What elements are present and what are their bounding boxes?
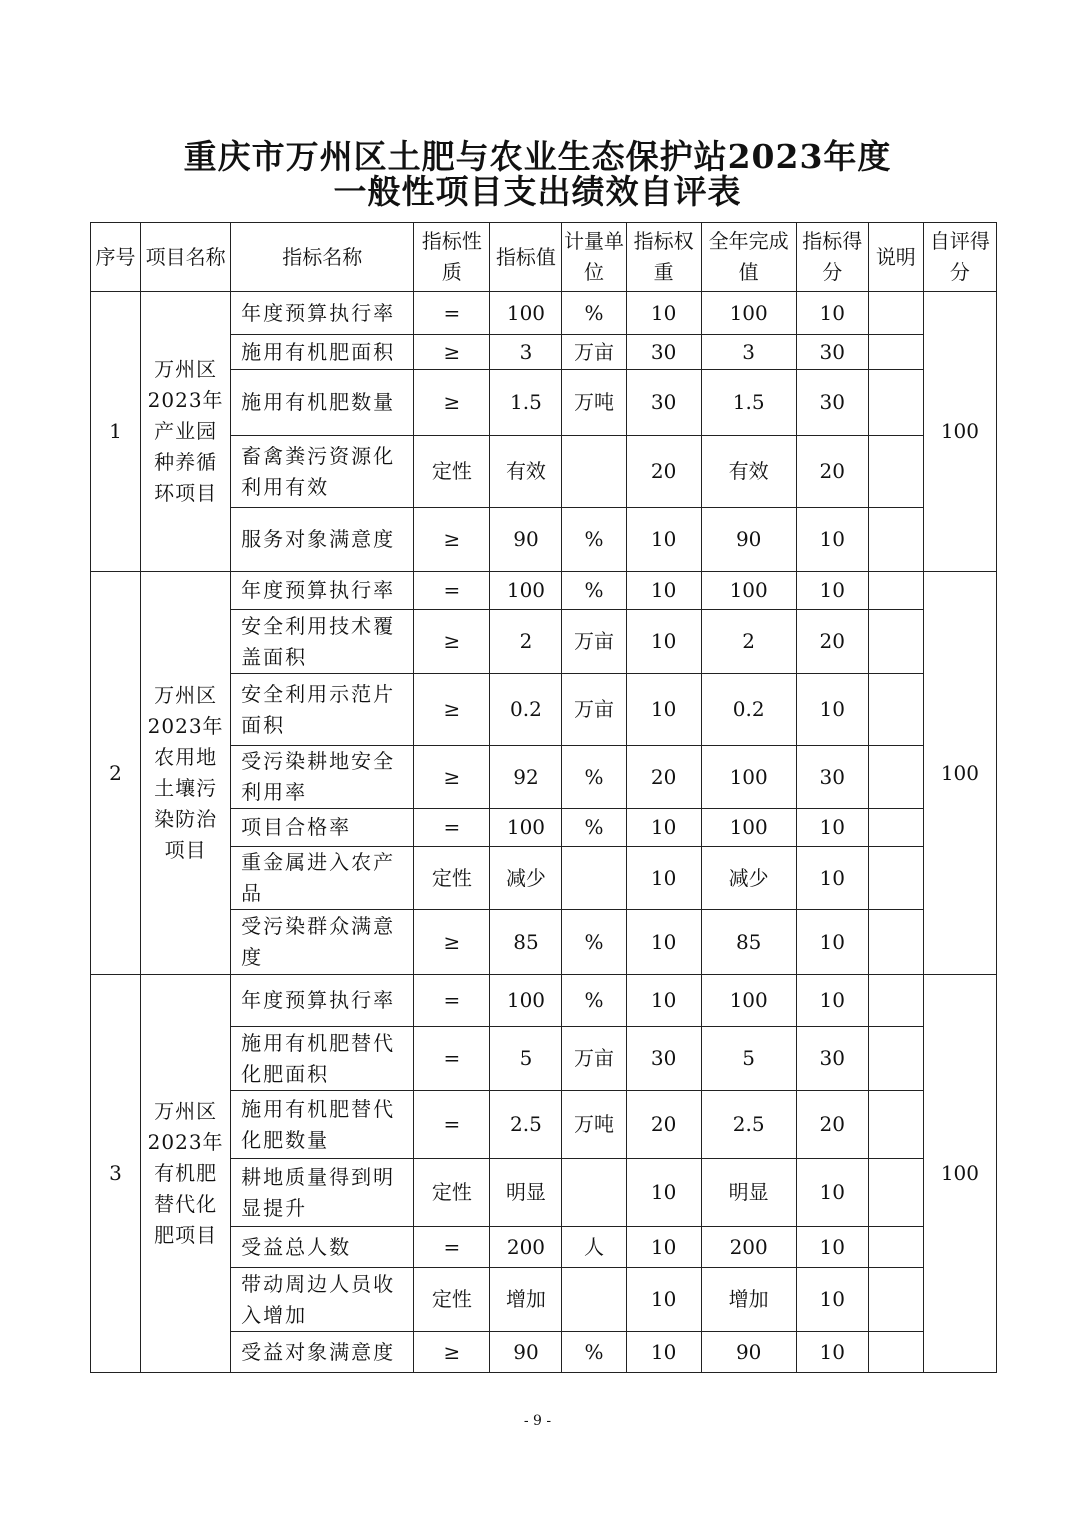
nature-cell: 定性 [414, 847, 490, 910]
note-cell [868, 335, 923, 370]
nature-cell: ≥ [414, 1332, 490, 1373]
completed-value-cell: 100 [701, 975, 796, 1027]
weight-cell: 10 [626, 508, 701, 572]
weight-cell: 10 [626, 910, 701, 975]
target-value-cell: 90 [490, 508, 562, 572]
nature-cell: = [414, 292, 490, 335]
project-name-cell: 万州区2023年有机肥替代化肥项目 [141, 975, 231, 1373]
completed-value-cell: 2.5 [701, 1091, 796, 1159]
indicator-name-cell: 受益对象满意度 [231, 1332, 414, 1373]
target-value-cell: 90 [490, 1332, 562, 1373]
completed-value-cell: 有效 [701, 436, 796, 508]
target-value-cell: 100 [490, 975, 562, 1027]
indicator-name-cell: 项目合格率 [231, 809, 414, 847]
page-number: - 9 - [523, 1413, 552, 1429]
target-value-cell: 3 [490, 335, 562, 370]
weight-cell: 10 [626, 1159, 701, 1227]
indicator-name-cell: 受污染群众满意度 [231, 910, 414, 975]
header-cell: 指标值 [490, 223, 562, 292]
note-cell [868, 370, 923, 436]
points-cell: 20 [796, 1091, 868, 1159]
unit-cell: % [562, 508, 626, 572]
weight-cell: 10 [626, 1332, 701, 1373]
weight-cell: 10 [626, 572, 701, 610]
weight-cell: 10 [626, 674, 701, 746]
weight-cell: 10 [626, 1268, 701, 1332]
points-cell: 30 [796, 1027, 868, 1091]
indicator-name-cell: 年度预算执行率 [231, 292, 414, 335]
note-cell [868, 1159, 923, 1227]
header-cell: 项目名称 [141, 223, 231, 292]
unit-cell: % [562, 809, 626, 847]
completed-value-cell: 100 [701, 572, 796, 610]
nature-cell: ≥ [414, 370, 490, 436]
indicator-name-cell: 畜禽粪污资源化利用有效 [231, 436, 414, 508]
note-cell [868, 910, 923, 975]
table-row [91, 975, 997, 1027]
completed-value-cell: 5 [701, 1027, 796, 1091]
target-value-cell: 减少 [490, 847, 562, 910]
nature-cell: ≥ [414, 746, 490, 809]
nature-cell: 定性 [414, 1159, 490, 1227]
unit-cell: % [562, 572, 626, 610]
nature-cell: = [414, 1227, 490, 1268]
nature-cell: ≥ [414, 610, 490, 674]
indicator-name-cell: 受污染耕地安全利用率 [231, 746, 414, 809]
target-value-cell: 1.5 [490, 370, 562, 436]
table-body [91, 292, 997, 1373]
completed-value-cell: 100 [701, 746, 796, 809]
unit-cell: 万亩 [562, 674, 626, 746]
points-cell: 30 [796, 335, 868, 370]
completed-value-cell: 减少 [701, 847, 796, 910]
unit-cell [562, 1159, 626, 1227]
note-cell [868, 292, 923, 335]
nature-cell: ≥ [414, 335, 490, 370]
points-cell: 20 [796, 610, 868, 674]
indicator-name-cell: 受益总人数 [231, 1227, 414, 1268]
completed-value-cell: 90 [701, 508, 796, 572]
nature-cell: = [414, 1091, 490, 1159]
table-row [91, 292, 997, 335]
note-cell [868, 674, 923, 746]
indicator-name-cell: 耕地质量得到明显提升 [231, 1159, 414, 1227]
completed-value-cell: 90 [701, 1332, 796, 1373]
note-cell [868, 809, 923, 847]
target-value-cell: 0.2 [490, 674, 562, 746]
completed-value-cell: 85 [701, 910, 796, 975]
target-value-cell: 100 [490, 572, 562, 610]
indicator-name-cell: 年度预算执行率 [231, 572, 414, 610]
points-cell: 10 [796, 674, 868, 746]
note-cell [868, 746, 923, 809]
note-cell [868, 436, 923, 508]
completed-value-cell: 100 [701, 809, 796, 847]
target-value-cell: 100 [490, 809, 562, 847]
weight-cell: 10 [626, 847, 701, 910]
unit-cell: 万吨 [562, 370, 626, 436]
target-value-cell: 200 [490, 1227, 562, 1268]
nature-cell: 定性 [414, 436, 490, 508]
points-cell: 10 [796, 1159, 868, 1227]
unit-cell: % [562, 746, 626, 809]
target-value-cell: 92 [490, 746, 562, 809]
indicator-name-cell: 带动周边人员收入增加 [231, 1268, 414, 1332]
header-cell: 指标名称 [231, 223, 414, 292]
header-cell: 指标得分 [796, 223, 868, 292]
unit-cell: 人 [562, 1227, 626, 1268]
target-value-cell: 2.5 [490, 1091, 562, 1159]
unit-cell [562, 847, 626, 910]
project-name-cell: 万州区2023年产业园种养循环项目 [141, 292, 231, 572]
header-cell: 自评得分 [923, 223, 996, 292]
weight-cell: 20 [626, 746, 701, 809]
points-cell: 10 [796, 1227, 868, 1268]
unit-cell: % [562, 292, 626, 335]
nature-cell: = [414, 975, 490, 1027]
completed-value-cell: 增加 [701, 1268, 796, 1332]
completed-value-cell: 2 [701, 610, 796, 674]
indicator-name-cell: 安全利用技术覆盖面积 [231, 610, 414, 674]
points-cell: 10 [796, 572, 868, 610]
note-cell [868, 847, 923, 910]
points-cell: 10 [796, 1332, 868, 1373]
header-cell: 指标权重 [626, 223, 701, 292]
target-value-cell: 2 [490, 610, 562, 674]
self-evaluation-score-cell: 100 [923, 975, 996, 1373]
indicator-name-cell: 施用有机肥面积 [231, 335, 414, 370]
indicator-name-cell: 服务对象满意度 [231, 508, 414, 572]
note-cell [868, 508, 923, 572]
target-value-cell: 明显 [490, 1159, 562, 1227]
header-row [91, 223, 997, 292]
completed-value-cell: 1.5 [701, 370, 796, 436]
completed-value-cell: 明显 [701, 1159, 796, 1227]
note-cell [868, 1091, 923, 1159]
self-evaluation-score-cell: 100 [923, 292, 996, 572]
page-title-line-2: 一般性项目支出绩效自评表 [333, 172, 742, 211]
note-cell [868, 572, 923, 610]
indicator-name-cell: 施用有机肥替代化肥面积 [231, 1027, 414, 1091]
completed-value-cell: 3 [701, 335, 796, 370]
nature-cell: ≥ [414, 508, 490, 572]
note-cell [868, 1268, 923, 1332]
unit-cell: 万亩 [562, 1027, 626, 1091]
indicator-name-cell: 重金属进入农产品 [231, 847, 414, 910]
page-title-line-1: 重庆市万州区土肥与农业生态保护站2023年度 [183, 137, 892, 176]
note-cell [868, 1227, 923, 1268]
indicator-name-cell: 年度预算执行率 [231, 975, 414, 1027]
points-cell: 10 [796, 292, 868, 335]
unit-cell: % [562, 1332, 626, 1373]
target-value-cell: 5 [490, 1027, 562, 1091]
nature-cell: = [414, 1027, 490, 1091]
weight-cell: 10 [626, 809, 701, 847]
header-cell: 指标性质 [414, 223, 490, 292]
note-cell [868, 1027, 923, 1091]
completed-value-cell: 200 [701, 1227, 796, 1268]
weight-cell: 30 [626, 335, 701, 370]
completed-value-cell: 0.2 [701, 674, 796, 746]
serial-number-cell: 1 [91, 292, 141, 572]
table-row [91, 572, 997, 610]
points-cell: 10 [796, 809, 868, 847]
target-value-cell: 增加 [490, 1268, 562, 1332]
weight-cell: 30 [626, 1027, 701, 1091]
indicator-name-cell: 安全利用示范片面积 [231, 674, 414, 746]
unit-cell: 万亩 [562, 610, 626, 674]
unit-cell: 万吨 [562, 1091, 626, 1159]
nature-cell: 定性 [414, 1268, 490, 1332]
indicator-name-cell: 施用有机肥数量 [231, 370, 414, 436]
performance-table [90, 222, 997, 1373]
unit-cell: 万亩 [562, 335, 626, 370]
weight-cell: 10 [626, 975, 701, 1027]
points-cell: 10 [796, 1268, 868, 1332]
weight-cell: 20 [626, 1091, 701, 1159]
header-cell: 序号 [91, 223, 141, 292]
target-value-cell: 100 [490, 292, 562, 335]
project-name-cell: 万州区2023年农用地土壤污染防治项目 [141, 572, 231, 975]
header-cell: 计量单位 [562, 223, 626, 292]
header-cell: 全年完成值 [701, 223, 796, 292]
note-cell [868, 975, 923, 1027]
unit-cell [562, 436, 626, 508]
note-cell [868, 610, 923, 674]
points-cell: 10 [796, 508, 868, 572]
weight-cell: 10 [626, 292, 701, 335]
weight-cell: 20 [626, 436, 701, 508]
indicator-name-cell: 施用有机肥替代化肥数量 [231, 1091, 414, 1159]
weight-cell: 10 [626, 610, 701, 674]
weight-cell: 10 [626, 1227, 701, 1268]
points-cell: 20 [796, 436, 868, 508]
header-cell: 说明 [868, 223, 923, 292]
nature-cell: ≥ [414, 910, 490, 975]
nature-cell: = [414, 572, 490, 610]
serial-number-cell: 3 [91, 975, 141, 1373]
unit-cell: % [562, 975, 626, 1027]
target-value-cell: 有效 [490, 436, 562, 508]
points-cell: 10 [796, 847, 868, 910]
points-cell: 10 [796, 910, 868, 975]
completed-value-cell: 100 [701, 292, 796, 335]
unit-cell: % [562, 910, 626, 975]
points-cell: 30 [796, 370, 868, 436]
weight-cell: 30 [626, 370, 701, 436]
self-evaluation-score-cell: 100 [923, 572, 996, 975]
serial-number-cell: 2 [91, 572, 141, 975]
nature-cell: = [414, 809, 490, 847]
unit-cell [562, 1268, 626, 1332]
points-cell: 10 [796, 975, 868, 1027]
note-cell [868, 1332, 923, 1373]
points-cell: 30 [796, 746, 868, 809]
target-value-cell: 85 [490, 910, 562, 975]
nature-cell: ≥ [414, 674, 490, 746]
